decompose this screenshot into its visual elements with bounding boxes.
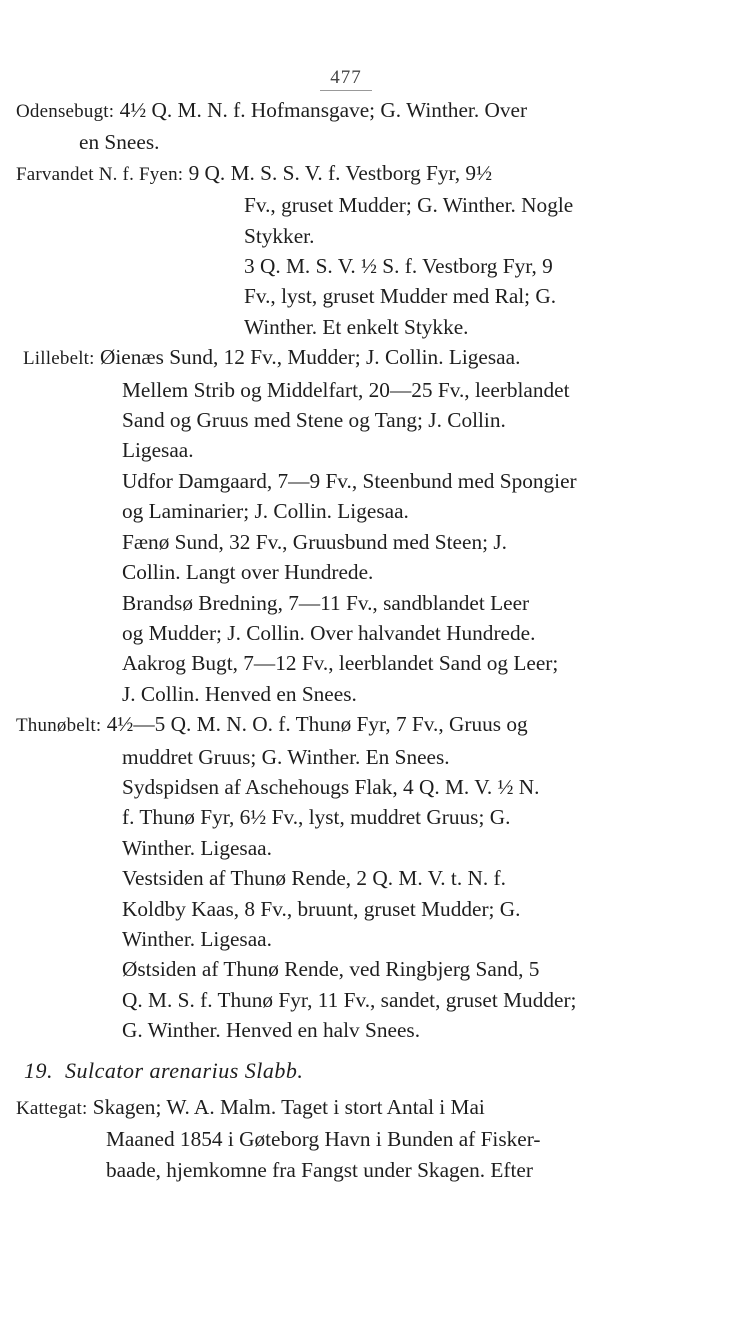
entry-lillebelt	[0, 342, 740, 709]
text-line: en Snees.	[79, 130, 160, 155]
body-text	[0, 95, 740, 1185]
page-number: 477	[320, 66, 372, 91]
text-line: Fænø Sund, 32 Fv., Gruusbund med Steen; J.	[122, 529, 507, 554]
text-line: G. Winther. Henved en halv Snees.	[122, 1018, 421, 1043]
text-line: 4½ Q. M. N. f. Hofmansgave; G. Winther. Over	[119, 98, 528, 122]
text-line: Collin. Langt over Hundrede.	[122, 560, 374, 585]
text-line: muddret Gruus; G. Winther. En Snees.	[122, 744, 450, 769]
text-line: Brandsø Bredning, 7—11 Fv., sandblandet Leer	[122, 590, 530, 615]
text-line: Fv., gruset Mudder; G. Winther. Nogle	[244, 193, 574, 218]
entry-kattegat	[0, 1092, 740, 1185]
text-line: Østsiden af Thunø Rende, ved Ringbjerg Sand, 5	[122, 957, 540, 982]
species-heading	[0, 1056, 740, 1086]
text-line: Winther. Et enkelt Stykke.	[244, 314, 469, 339]
text-line: Aakrog Bugt, 7—12 Fv., leerblandet Sand og Leer;	[122, 651, 559, 676]
text-line: f. Thunø Fyr, 6½ Fv., lyst, muddret Gruus; G.	[122, 805, 511, 830]
region-label: Lillebelt:	[23, 348, 95, 370]
species-number: 19.	[24, 1057, 53, 1083]
text-line: Fv., lyst, gruset Mudder med Ral; G.	[244, 284, 557, 309]
text-line: baade, hjemkomne fra Fangst under Skagen. Efter	[106, 1157, 533, 1182]
text-line: Sydspidsen af Aschehougs Flak, 4 Q. M. V. ½ N.	[122, 774, 540, 799]
text-line: Winther. Ligesaa.	[122, 835, 272, 860]
region-label: Odensebugt:	[16, 101, 115, 122]
text-line: 4½—5 Q. M. N. O. f. Thunø Fyr, 7 Fv., Gruus og	[106, 712, 528, 737]
text-line: og Mudder; J. Collin. Over halvandet Hundrede.	[122, 620, 536, 645]
text-line: Sand og Gruus med Stene og Tang; J. Collin.	[122, 408, 506, 433]
text-line: J. Collin. Henved en Snees.	[122, 681, 357, 706]
text-line: og Laminarier; J. Collin. Ligesaa.	[122, 499, 409, 524]
text-line: Mellem Strib og Middelfart, 20—25 Fv., leerblandet	[122, 377, 570, 402]
text-line: Øienæs Sund, 12 Fv., Mudder; J. Collin. Ligesaa.	[99, 345, 521, 370]
text-line: 3 Q. M. S. V. ½ S. f. Vestborg Fyr, 9	[244, 254, 553, 279]
text-line: Q. M. S. f. Thunø Fyr, 11 Fv., sandet, gruset Mudder;	[122, 987, 577, 1012]
region-label: Thunøbelt:	[16, 715, 102, 737]
text-line: 9 Q. M. S. S. V. f. Vestborg Fyr, 9½	[188, 160, 493, 185]
region-label: Farvandet N. f. Fyen:	[16, 163, 184, 185]
entry-thunobelt	[0, 709, 740, 1045]
region-label: Kattegat:	[16, 1098, 88, 1119]
text-line: Maaned 1854 i Gøteborg Havn i Bunden af Fisker-	[106, 1127, 541, 1152]
text-line: Winther. Ligesaa.	[122, 926, 272, 951]
text-line: Skagen; W. A. Malm. Taget i stort Antal i Mai	[92, 1095, 485, 1119]
text-line: Udfor Damgaard, 7—9 Fv., Steenbund med Spongier	[122, 468, 577, 493]
species-name: Sulcator arenarius Slabb.	[65, 1057, 304, 1083]
text-line: Stykker.	[244, 223, 315, 248]
entry-odensebugt	[0, 95, 740, 158]
text-line: Koldby Kaas, 8 Fv., bruunt, gruset Mudder; G.	[122, 896, 521, 921]
text-line: Vestsiden af Thunø Rende, 2 Q. M. V. t. N. f.	[122, 866, 506, 891]
entry-farvandet	[0, 158, 740, 342]
text-line: Ligesaa.	[122, 438, 194, 463]
